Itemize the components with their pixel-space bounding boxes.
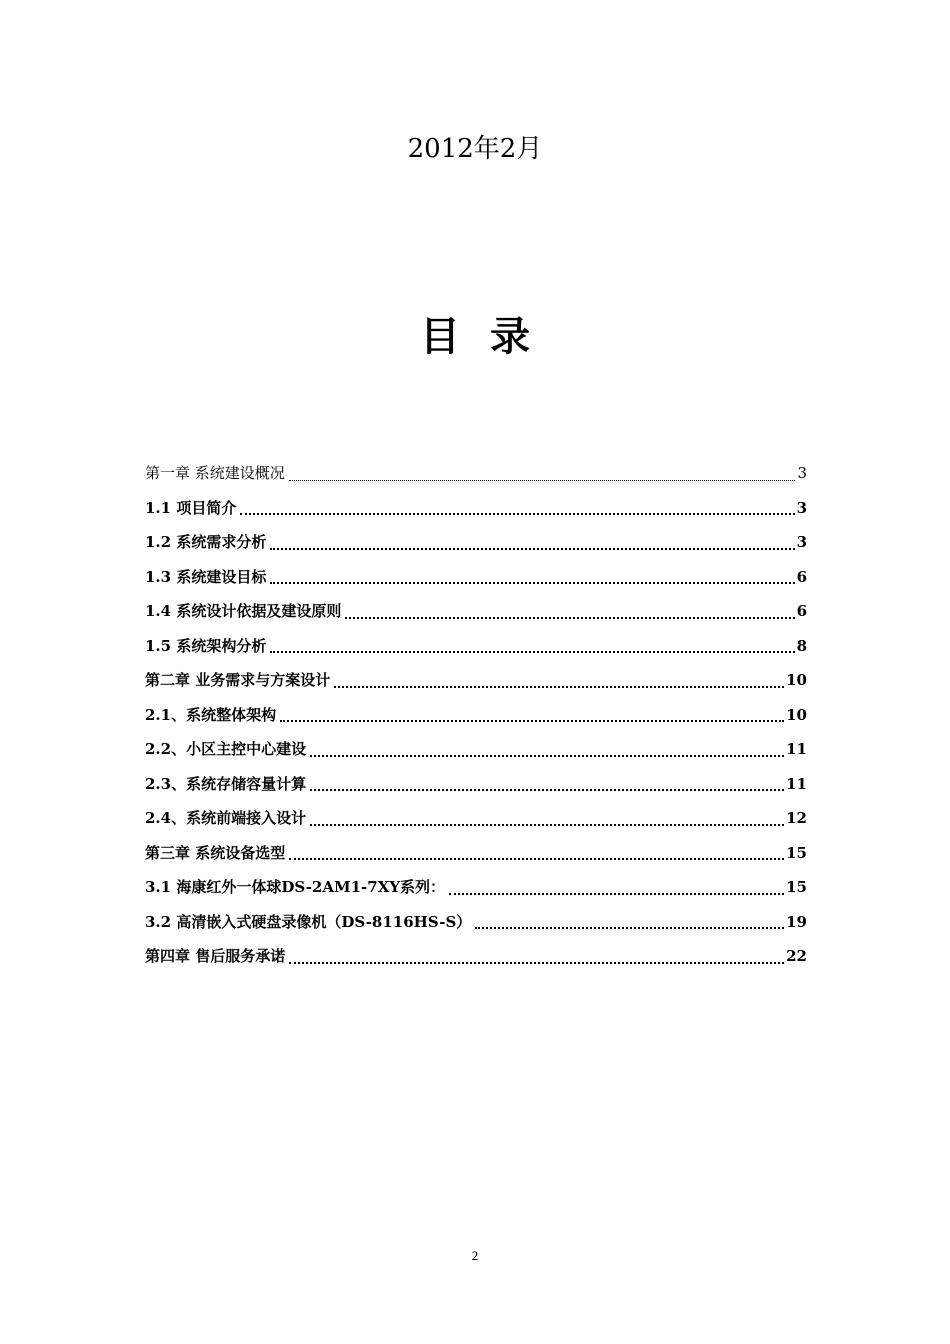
toc-entry[interactable] bbox=[145, 565, 807, 600]
toc-entry-label: 2.2、小区主控中心建设 bbox=[145, 740, 307, 758]
toc-entry[interactable] bbox=[145, 944, 807, 979]
toc-entry-page: 10 bbox=[786, 671, 807, 689]
toc-dot-leader bbox=[280, 719, 784, 722]
toc-entry-page: 10 bbox=[786, 705, 807, 724]
toc-dot-leader bbox=[310, 754, 784, 757]
toc-entry[interactable] bbox=[145, 496, 807, 531]
toc-entry-label: 1.3 系统建设目标 bbox=[145, 567, 267, 586]
toc-entry-label: 1.5 系统架构分析 bbox=[145, 636, 267, 655]
document-date: 2012年2月 bbox=[407, 134, 543, 164]
toc-entry-label: 2.1、系统整体架构 bbox=[145, 705, 277, 724]
toc-entry-label: 1.4 系统设计依据及建设原则 bbox=[145, 602, 342, 620]
toc-entry[interactable] bbox=[145, 841, 807, 876]
table-of-contents bbox=[145, 461, 807, 979]
toc-entry-page: 3 bbox=[796, 498, 807, 517]
toc-entry-label: 第三章 系统设备选型 bbox=[145, 843, 286, 862]
toc-dot-leader bbox=[345, 616, 794, 619]
toc-entry-page: 8 bbox=[796, 636, 807, 655]
toc-entry[interactable] bbox=[145, 737, 807, 772]
toc-entry[interactable] bbox=[145, 530, 807, 565]
toc-dot-leader bbox=[289, 857, 784, 860]
toc-dot-leader bbox=[289, 479, 796, 481]
toc-entry-label: 3.1 海康红外一体球DS-2AM1-7XY系列： bbox=[145, 878, 446, 896]
toc-entry[interactable] bbox=[145, 806, 807, 841]
page-number: 2 bbox=[471, 1248, 479, 1263]
toc-entry[interactable] bbox=[145, 461, 807, 496]
toc-dot-leader bbox=[270, 650, 794, 653]
toc-entry-page: 15 bbox=[786, 878, 807, 896]
toc-entry-page: 6 bbox=[796, 567, 807, 586]
toc-entry[interactable] bbox=[145, 910, 807, 945]
toc-entry-label: 第二章 业务需求与方案设计 bbox=[145, 671, 331, 689]
toc-dot-leader bbox=[270, 547, 794, 550]
toc-entry-label: 2.3、系统存储容量计算 bbox=[145, 774, 307, 793]
toc-entry-page: 19 bbox=[786, 912, 807, 931]
toc-title: 目录 bbox=[420, 313, 560, 360]
toc-entry-label: 第一章 系统建设概况 bbox=[145, 464, 285, 482]
toc-entry[interactable] bbox=[145, 634, 807, 669]
toc-entry-label: 第四章 售后服务承诺 bbox=[145, 947, 286, 965]
toc-entry-page: 3 bbox=[797, 464, 807, 482]
toc-dot-leader bbox=[334, 685, 784, 688]
toc-dot-leader bbox=[240, 512, 794, 515]
toc-entry[interactable] bbox=[145, 772, 807, 807]
toc-entry-page: 6 bbox=[796, 602, 807, 620]
toc-entry[interactable] bbox=[145, 875, 807, 910]
toc-entry-page: 11 bbox=[786, 774, 807, 793]
toc-dot-leader bbox=[475, 926, 784, 929]
toc-entry-page: 22 bbox=[786, 947, 807, 965]
toc-entry-page: 15 bbox=[786, 843, 807, 862]
toc-entry[interactable] bbox=[145, 599, 807, 634]
toc-entry-page: 3 bbox=[796, 533, 807, 551]
toc-entry-label: 1.2 系统需求分析 bbox=[145, 533, 267, 551]
toc-dot-leader bbox=[310, 823, 784, 826]
toc-dot-leader bbox=[289, 961, 784, 964]
toc-dot-leader bbox=[449, 892, 784, 895]
toc-entry-page: 12 bbox=[786, 809, 807, 827]
toc-entry[interactable] bbox=[145, 703, 807, 738]
toc-entry[interactable] bbox=[145, 668, 807, 703]
toc-dot-leader bbox=[310, 788, 784, 791]
toc-dot-leader bbox=[270, 581, 794, 584]
toc-entry-label: 1.1 项目简介 bbox=[145, 498, 237, 517]
toc-entry-label: 2.4、系统前端接入设计 bbox=[145, 809, 307, 827]
toc-entry-label: 3.2 高清嵌入式硬盘录像机（DS-8116HS-S） bbox=[145, 912, 472, 931]
toc-entry-page: 11 bbox=[786, 740, 807, 758]
